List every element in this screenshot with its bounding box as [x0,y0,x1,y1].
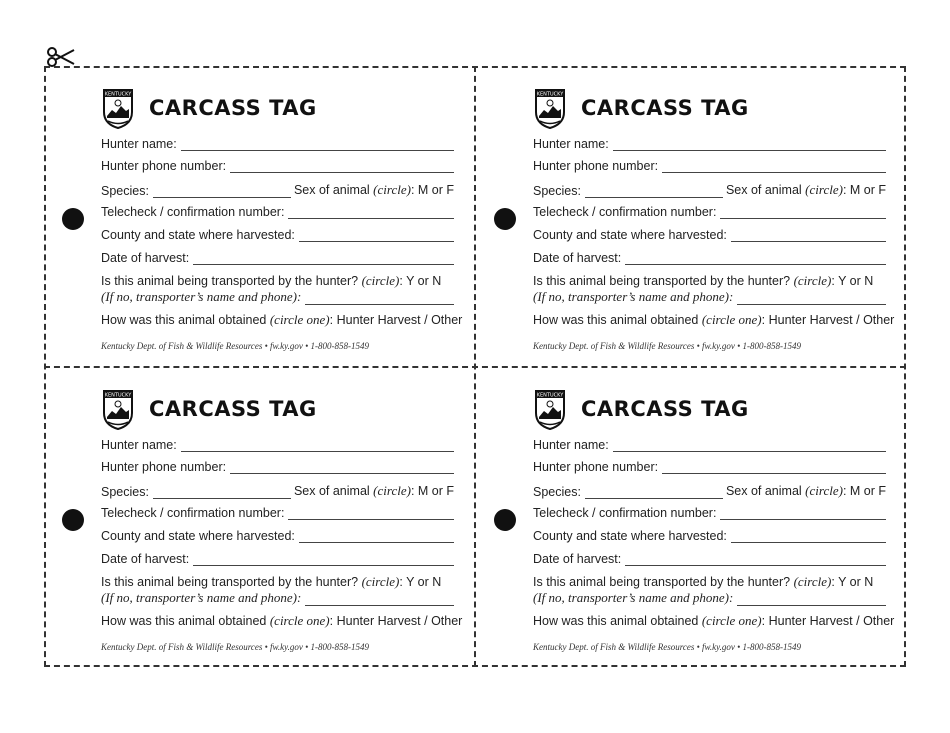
sex-label: Sex of animal (circle): M or F [293,182,454,197]
hunter-name-field[interactable] [533,137,886,151]
carcass-tag [476,371,906,671]
transporter-line[interactable] [305,594,454,606]
hunter-name-line[interactable] [613,440,886,452]
hunter-name-field[interactable] [101,438,454,452]
date-label: Date of harvest: [101,552,190,566]
telecheck-field[interactable] [101,506,454,520]
county-state-field[interactable] [101,228,454,242]
telecheck-label: Telecheck / confirmation number: [101,205,285,219]
telecheck-field[interactable] [533,205,886,219]
transport-label: Is this animal being transported by the hunter? (circle): Y or N [533,574,874,589]
hunter-name-label: Hunter name: [533,438,609,452]
species-sex-field[interactable] [533,182,886,198]
kentucky-fish-wildlife-logo-icon [102,389,134,431]
species-label: Species: [533,485,581,499]
carcass-tag [476,70,906,370]
kentucky-fish-wildlife-logo-icon [534,389,566,431]
hunter-phone-field[interactable] [101,159,454,173]
hunter-phone-label: Hunter phone number: [533,460,659,474]
date-field[interactable] [533,251,886,265]
hunter-phone-label: Hunter phone number: [101,460,227,474]
hunter-name-label: Hunter name: [101,137,177,151]
county-state-label: County and state where harvested: [533,529,727,543]
transporter-line[interactable] [737,293,886,305]
hunter-name-field[interactable] [101,137,454,151]
date-line[interactable] [625,554,886,566]
transport-label: Is this animal being transported by the hunter? (circle): Y or N [101,273,442,288]
telecheck-line[interactable] [720,207,886,219]
county-state-line[interactable] [299,230,454,242]
date-field[interactable] [533,552,886,566]
date-line[interactable] [625,253,886,265]
svg-text:KENTUCKY: KENTUCKY [536,91,564,98]
transporter-field[interactable] [533,289,886,305]
carcass-tag [44,371,474,671]
transport-question [101,273,454,289]
species-line[interactable] [153,186,291,198]
tag-title: CARCASS TAG [581,397,749,421]
transporter-field[interactable] [101,289,454,305]
hunter-phone-line[interactable] [662,462,886,474]
hunter-name-line[interactable] [181,139,454,151]
transporter-field[interactable] [533,590,886,606]
species-sex-field[interactable] [101,483,454,499]
county-state-label: County and state where harvested: [101,529,295,543]
punch-hole [494,509,516,531]
species-label: Species: [101,485,149,499]
county-state-label: County and state where harvested: [533,228,727,242]
transporter-label: (If no, transporter’s name and phone): [533,590,734,605]
obtained-label: How was this animal obtained (circle one): Hunter Harvest / Other [533,312,895,327]
transporter-label: (If no, transporter’s name and phone): [101,289,302,304]
county-state-line[interactable] [299,531,454,543]
species-line[interactable] [585,487,723,499]
transport-label: Is this animal being transported by the hunter? (circle): Y or N [533,273,874,288]
hunter-phone-label: Hunter phone number: [101,159,227,173]
punch-hole [62,509,84,531]
telecheck-label: Telecheck / confirmation number: [533,506,717,520]
kentucky-fish-wildlife-logo-icon [534,88,566,130]
date-field[interactable] [101,552,454,566]
tag-title: CARCASS TAG [581,96,749,120]
tag-title: CARCASS TAG [149,96,317,120]
tag-footer: Kentucky Dept. of Fish & Wildlife Resources • fw.ky.gov • 1-800-858-1549 [533,642,801,652]
county-state-line[interactable] [731,230,886,242]
telecheck-line[interactable] [288,207,454,219]
date-field[interactable] [101,251,454,265]
county-state-label: County and state where harvested: [101,228,295,242]
carcass-tag [44,70,474,370]
hunter-name-line[interactable] [181,440,454,452]
svg-text:KENTUCKY: KENTUCKY [104,392,132,399]
county-state-line[interactable] [731,531,886,543]
hunter-phone-line[interactable] [662,161,886,173]
telecheck-line[interactable] [720,508,886,520]
hunter-name-line[interactable] [613,139,886,151]
hunter-name-label: Hunter name: [533,137,609,151]
telecheck-field[interactable] [533,506,886,520]
obtained-question [533,312,895,328]
tag-footer: Kentucky Dept. of Fish & Wildlife Resources • fw.ky.gov • 1-800-858-1549 [101,642,369,652]
telecheck-field[interactable] [101,205,454,219]
hunter-phone-line[interactable] [230,161,454,173]
punch-hole [62,208,84,230]
telecheck-line[interactable] [288,508,454,520]
obtained-label: How was this animal obtained (circle one): Hunter Harvest / Other [101,312,463,327]
hunter-phone-line[interactable] [230,462,454,474]
transport-question [533,273,886,289]
obtained-question [101,312,463,328]
transporter-line[interactable] [305,293,454,305]
tag-title: CARCASS TAG [149,397,317,421]
date-label: Date of harvest: [533,251,622,265]
species-sex-field[interactable] [101,182,454,198]
telecheck-label: Telecheck / confirmation number: [533,205,717,219]
sex-label: Sex of animal (circle): M or F [293,483,454,498]
county-state-field[interactable] [533,228,886,242]
transport-label: Is this animal being transported by the hunter? (circle): Y or N [101,574,442,589]
svg-text:KENTUCKY: KENTUCKY [104,91,132,98]
kentucky-fish-wildlife-logo-icon [102,88,134,130]
sex-label: Sex of animal (circle): M or F [725,182,886,197]
tag-footer: Kentucky Dept. of Fish & Wildlife Resources • fw.ky.gov • 1-800-858-1549 [101,341,369,351]
date-label: Date of harvest: [101,251,190,265]
obtained-question [533,613,895,629]
species-label: Species: [101,184,149,198]
transporter-line[interactable] [737,594,886,606]
transport-question [101,574,454,590]
date-line[interactable] [193,253,454,265]
obtained-question [101,613,463,629]
species-line[interactable] [585,186,723,198]
date-line[interactable] [193,554,454,566]
species-line[interactable] [153,487,291,499]
obtained-label: How was this animal obtained (circle one): Hunter Harvest / Other [533,613,895,628]
hunter-phone-label: Hunter phone number: [533,159,659,173]
transporter-field[interactable] [101,590,454,606]
species-sex-field[interactable] [533,483,886,499]
county-state-field[interactable] [101,529,454,543]
hunter-name-field[interactable] [533,438,886,452]
transporter-label: (If no, transporter’s name and phone): [533,289,734,304]
species-label: Species: [533,184,581,198]
sex-label: Sex of animal (circle): M or F [725,483,886,498]
hunter-phone-field[interactable] [533,460,886,474]
transporter-label: (If no, transporter’s name and phone): [101,590,302,605]
hunter-phone-field[interactable] [533,159,886,173]
county-state-field[interactable] [533,529,886,543]
transport-question [533,574,886,590]
tag-footer: Kentucky Dept. of Fish & Wildlife Resources • fw.ky.gov • 1-800-858-1549 [533,341,801,351]
obtained-label: How was this animal obtained (circle one): Hunter Harvest / Other [101,613,463,628]
date-label: Date of harvest: [533,552,622,566]
punch-hole [494,208,516,230]
hunter-phone-field[interactable] [101,460,454,474]
svg-text:KENTUCKY: KENTUCKY [536,392,564,399]
telecheck-label: Telecheck / confirmation number: [101,506,285,520]
hunter-name-label: Hunter name: [101,438,177,452]
